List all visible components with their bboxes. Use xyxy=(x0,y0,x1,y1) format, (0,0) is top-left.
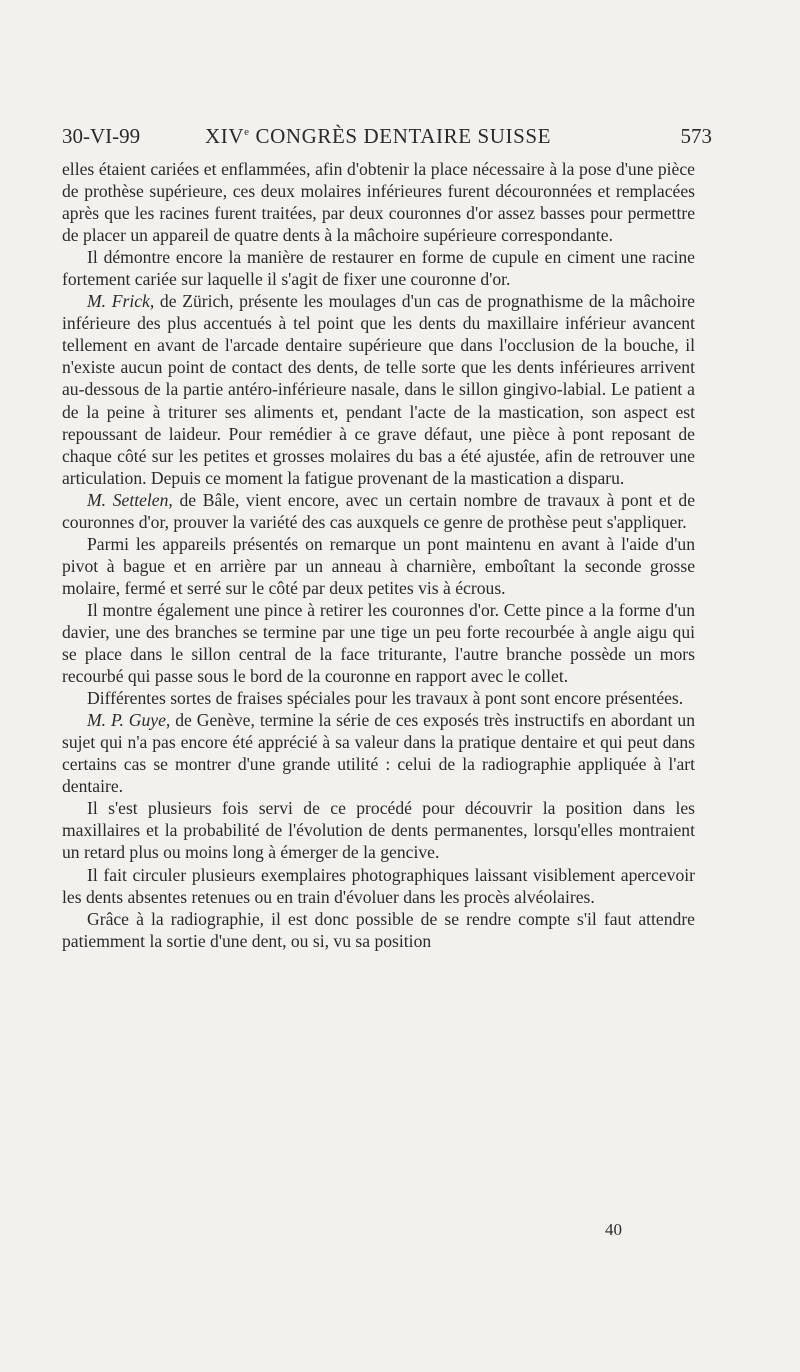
header-title-roman: XIV xyxy=(205,124,245,148)
signature-mark: 40 xyxy=(605,1220,622,1239)
paragraph xyxy=(62,533,695,599)
paragraph xyxy=(62,709,695,797)
paragraph xyxy=(62,599,695,687)
speaker-name: M. P. Guye, xyxy=(87,710,171,731)
speaker-name: M. Settelen, xyxy=(87,489,173,510)
paragraph xyxy=(62,687,695,709)
header-title-sup: e xyxy=(244,126,250,138)
paragraph-text: Parmi les appareils présentés on remarque un pont maintenu en avant à l'aide d'un pivot à bague et en arrière par un anneau à charnière, emboîtant la seconde grosse molaire, fermé et serré sur le côté par deux petites vis à écrous. xyxy=(62,533,695,598)
paragraph-text: elles étaient cariées et enflammées, afin d'obtenir la place nécessaire à la pose d'une pièce de prothèse supérieure, ces deux molaires inférieures furent découronnées et remplacées après que les racines furent traitées, par deux couronnes d'or assez basses pour permettre de placer un appareil de quatre dents à la mâchoire supérieure correspondante. xyxy=(62,159,695,246)
paragraph xyxy=(62,246,695,290)
paragraph xyxy=(62,489,695,533)
paragraph xyxy=(62,290,695,488)
paragraph-text: Il s'est plusieurs fois servi de ce procédé pour découvrir la position dans les maxillaires et la probabilité de l'évolution de dents permanentes, lorsqu'elles montraient un retard plus ou moins long à émerger de la gencive. xyxy=(62,798,695,863)
paragraph-text: Il démontre encore la manière de restaurer en forme de cupule en ciment une racine fortement cariée sur laquelle il s'agit de fixer une couronne d'or. xyxy=(62,247,695,290)
paragraph-text: Il montre également une pince à retirer les couronnes d'or. Cette pince a la forme d'un davier, une des branches se termine par une tige un peu forte recourbée à angle aigu qui se place dans le sillon central de la face triturante, l'autre branche possède un mors recourbé qui passe sous le bord de la couronne en rapport avec le collet. xyxy=(62,599,695,687)
paragraph xyxy=(62,158,695,246)
paragraph-text: de Zürich, présente les moulages d'un cas de prognathisme de la mâchoire inférieure des plus accentués à tel point que les dents du maxillaire inférieur avancent tellement en avant de l'arcade dentaire supérieure que dans l'occlusion de la bouche, il n'existe aucun point de contact des dents, de telle sorte que les dents inférieures arrivent au-dessous de la partie antéro-inférieure nasale, dans le sillon gingivo-labial. Le patient a de la peine à triturer ses aliments et, pendant l'acte de la mastication, son aspect est repoussant de laideur. Pour remédier à ce grave défaut, une pièce à pont reposant de chaque côté sur les petites et grosses molaires du bas a été ajustée, afin de retrouver une articulation. Depuis ce moment la fatigue provenant de la mastication a disparu. xyxy=(62,291,695,488)
paragraph-text: de Bâle, vient encore, avec un certain nombre de travaux à pont et de couronnes d'or, prouver la variété des cas auxquels ce genre de prothèse peut s'appliquer. xyxy=(62,489,695,532)
paragraph-text: de Genève, termine la série de ces exposés très instructifs en abordant un sujet qui n'a pas encore été apprécié à sa valeur dans la pratique dentaire et qui peut dans certains cas se montrer d'une grande utilité : celui de la radiographie appliquée à l'art dentaire. xyxy=(62,710,695,797)
header-title-rest: CONGRÈS DENTAIRE SUISSE xyxy=(249,124,552,148)
paragraph-text: Grâce à la radiographie, il est donc possible de se rendre compte s'il faut attendre patiemment la sortie d'une dent, ou si, vu sa position xyxy=(62,908,695,951)
paragraph xyxy=(62,864,695,908)
header-date: 30-VI-99 xyxy=(62,124,141,148)
header-title xyxy=(205,124,551,149)
paragraph-text: Différentes sortes de fraises spéciales pour les travaux à pont sont encore présentées. xyxy=(87,688,684,709)
page-number: 573 xyxy=(680,124,712,148)
body-text xyxy=(62,158,695,952)
running-header xyxy=(62,124,712,152)
paragraph xyxy=(62,797,695,863)
speaker-name: M. Frick, xyxy=(87,291,155,312)
paragraph xyxy=(62,908,695,952)
paragraph-text: Il fait circuler plusieurs exemplaires photographiques laissant visiblement apercevoir les dents absentes retenues ou en train d'évoluer dans les procès alvéolaires. xyxy=(62,864,695,907)
